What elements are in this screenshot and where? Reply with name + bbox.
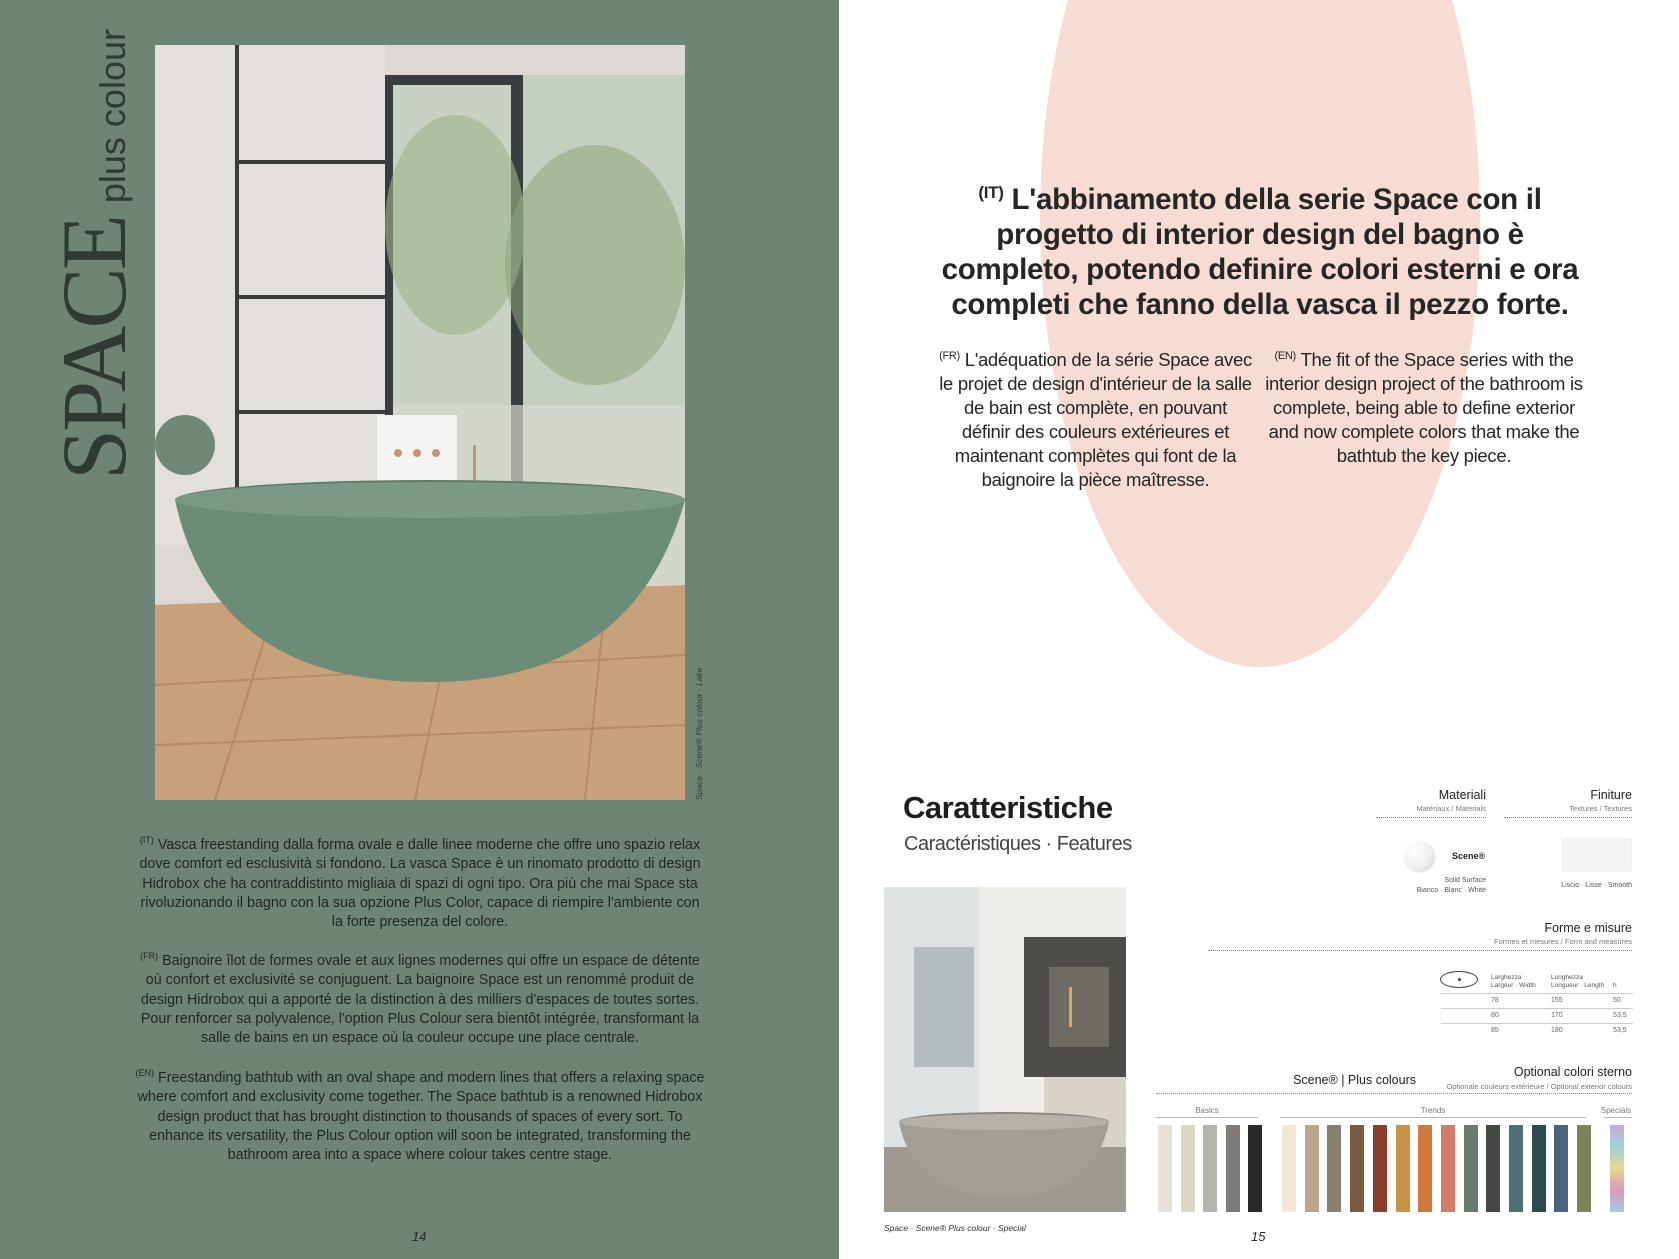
trends-line — [1280, 1117, 1586, 1118]
dim-col-length: Lunghezza Longueur · Length — [1551, 974, 1605, 989]
finishes-divider — [1504, 817, 1632, 818]
swatch-group-trends: Trends — [1420, 1106, 1446, 1115]
colour-swatch — [1509, 1125, 1523, 1212]
colour-swatch — [1486, 1125, 1500, 1212]
description-en: $^{(EN)}$ Freestanding bathtub with an oval shape and modern lines that offers a relaxing space where comfort and exclusivity come together. The Space bathtub is a renowned Hidrobox design product that has brought distinction to thousands of spaces of every sort. To enhance its versatility, the Plus Colour option will soon be integrated, transforming the bathroom area into a space where colour takes centre stage. — [135, 1068, 705, 1164]
features-photo-caption: Space · Scene® Plus colour · Special — [884, 1223, 1026, 1233]
materials-divider — [1376, 817, 1486, 818]
colour-swatch — [1282, 1125, 1296, 1212]
colour-swatch — [1610, 1125, 1624, 1212]
oval-tub-icon — [1440, 971, 1478, 988]
description-fr: $^{(FR)}$ Baignoire îlot de formes ovale et aux lignes modernes qui offre un espace de détente où confort et exclusivité se conjuguent. La baignoire Space est un renommé produit de design Hidrobox qui a apporté de la distinction à des milliers d'espaces de toutes sortes. Pour renforcer sa polyvalence, l'option Plus Colour sera bientôt intégrée, transformant la salle de bains en un espace où la couleur occupe une place centrale. — [140, 951, 700, 1047]
colour-swatch — [1577, 1125, 1591, 1212]
optional-colours-subtitle: Optionale couleurs extérieure / Optional exterior colours — [1446, 1082, 1632, 1091]
material-line2: Bianco · Blanc · White — [1416, 887, 1486, 894]
headline-it: $^{(IT)}$ L'abbinamento della serie Space con il progetto di interior design del bagno è completo, potendo definire colori esterni e ora completi che fanno della vasca il pezzo forte. — [941, 182, 1579, 321]
intro-fr: $^{(FR)}$ L'adéquation de la série Space avec le projet de design d'intérieur de la salle de bain est complète, en pouvant définir des couleurs extérieures et maintenant complètes qui font de la baignoire la pièce maîtresse. — [939, 349, 1252, 491]
colour-swatch — [1396, 1125, 1410, 1212]
colour-swatch — [1441, 1125, 1455, 1212]
bathtub-hero-image — [155, 45, 685, 800]
colours-divider — [1156, 1093, 1632, 1094]
colour-swatch — [1350, 1125, 1364, 1212]
swatch-group-specials: Specials — [1600, 1106, 1632, 1115]
intro-en: $^{(EN)}$ The fit of the Space series with the interior design project of the bathroom is complete, being able to define exterior and now complete colors that make the bathtub the key piece. — [1265, 349, 1583, 467]
dimensions-title: Forme e misure — [1544, 921, 1632, 935]
page-number-left: 14 — [412, 1229, 427, 1244]
optional-colours-title: Optional colori sterno — [1513, 1065, 1632, 1079]
scene-colours-title: Scene® | Plus colours — [1293, 1073, 1416, 1087]
dim-row: 80 170 53,5 — [1441, 1008, 1633, 1022]
title-plus-colour: plus colour — [92, 29, 133, 204]
dimensions-subtitle: Formes et mesures / Form and measures — [1494, 937, 1632, 946]
title-space: SPACE — [43, 217, 145, 480]
basics-line — [1156, 1117, 1258, 1118]
colour-swatch — [1464, 1125, 1478, 1212]
dim-row: 85 180 53,5 — [1441, 1023, 1633, 1037]
dim-col-height: h — [1613, 982, 1617, 989]
colour-swatch — [1181, 1125, 1195, 1212]
colour-swatch — [1532, 1125, 1546, 1212]
texture-swatch — [1562, 838, 1632, 872]
description-it: $^{(IT)}$ Vasca freestanding dalla forma ovale e dalle linee moderne che offre uno spazio relax dove comfort ed esclusività si fondono. La vasca Space è un rinomato prodotto di design Hidrobox che ha contraddistinto migliaia di spazi di ogni tipo. Ora più che mai Space sta rivoluzionando il bagno con la sua opzione Plus Color, capace di riempire l'ambiente con la forte presenza del colore. — [139, 835, 701, 931]
material-line1: Solid Surface — [1444, 877, 1486, 884]
hero-caption: Space · Scene® Plus colour · Lake — [694, 667, 704, 800]
colour-swatch — [1327, 1125, 1341, 1212]
page-number-right: 15 — [1251, 1229, 1266, 1244]
features-photo — [884, 887, 1126, 1212]
finishes-title: Finiture — [1590, 788, 1632, 802]
colour-swatch — [1248, 1125, 1262, 1212]
material-scene-label: Scene® — [1452, 851, 1486, 861]
materials-title: Materiali — [1438, 788, 1486, 802]
finishes-subtitle: Textures / Textures — [1569, 804, 1632, 813]
left-page — [0, 0, 839, 1259]
finish-item: Liscio · Lisse · Smooth — [1561, 882, 1632, 889]
features-title: Caratteristiche — [903, 790, 1113, 825]
vertical-title — [43, 29, 145, 480]
colour-swatch — [1226, 1125, 1240, 1212]
specials-line — [1604, 1117, 1632, 1118]
dim-row: 78 155 50 — [1441, 993, 1633, 1007]
material-sphere — [1405, 841, 1435, 871]
colour-swatch — [1554, 1125, 1568, 1212]
colour-swatch — [1373, 1125, 1387, 1212]
materials-subtitle: Matériaux / Materials — [1416, 804, 1486, 813]
features-subtitle: Caractéristiques · Features — [904, 833, 1132, 855]
colour-swatch — [1158, 1125, 1172, 1212]
swatch-group-basics: Basics — [1195, 1106, 1219, 1115]
dimensions-divider — [1208, 950, 1632, 951]
colour-swatch — [1418, 1125, 1432, 1212]
colour-swatch — [1203, 1125, 1217, 1212]
colour-swatch — [1305, 1125, 1319, 1212]
dim-col-width: Larghezza Largeur · Width — [1491, 974, 1536, 989]
